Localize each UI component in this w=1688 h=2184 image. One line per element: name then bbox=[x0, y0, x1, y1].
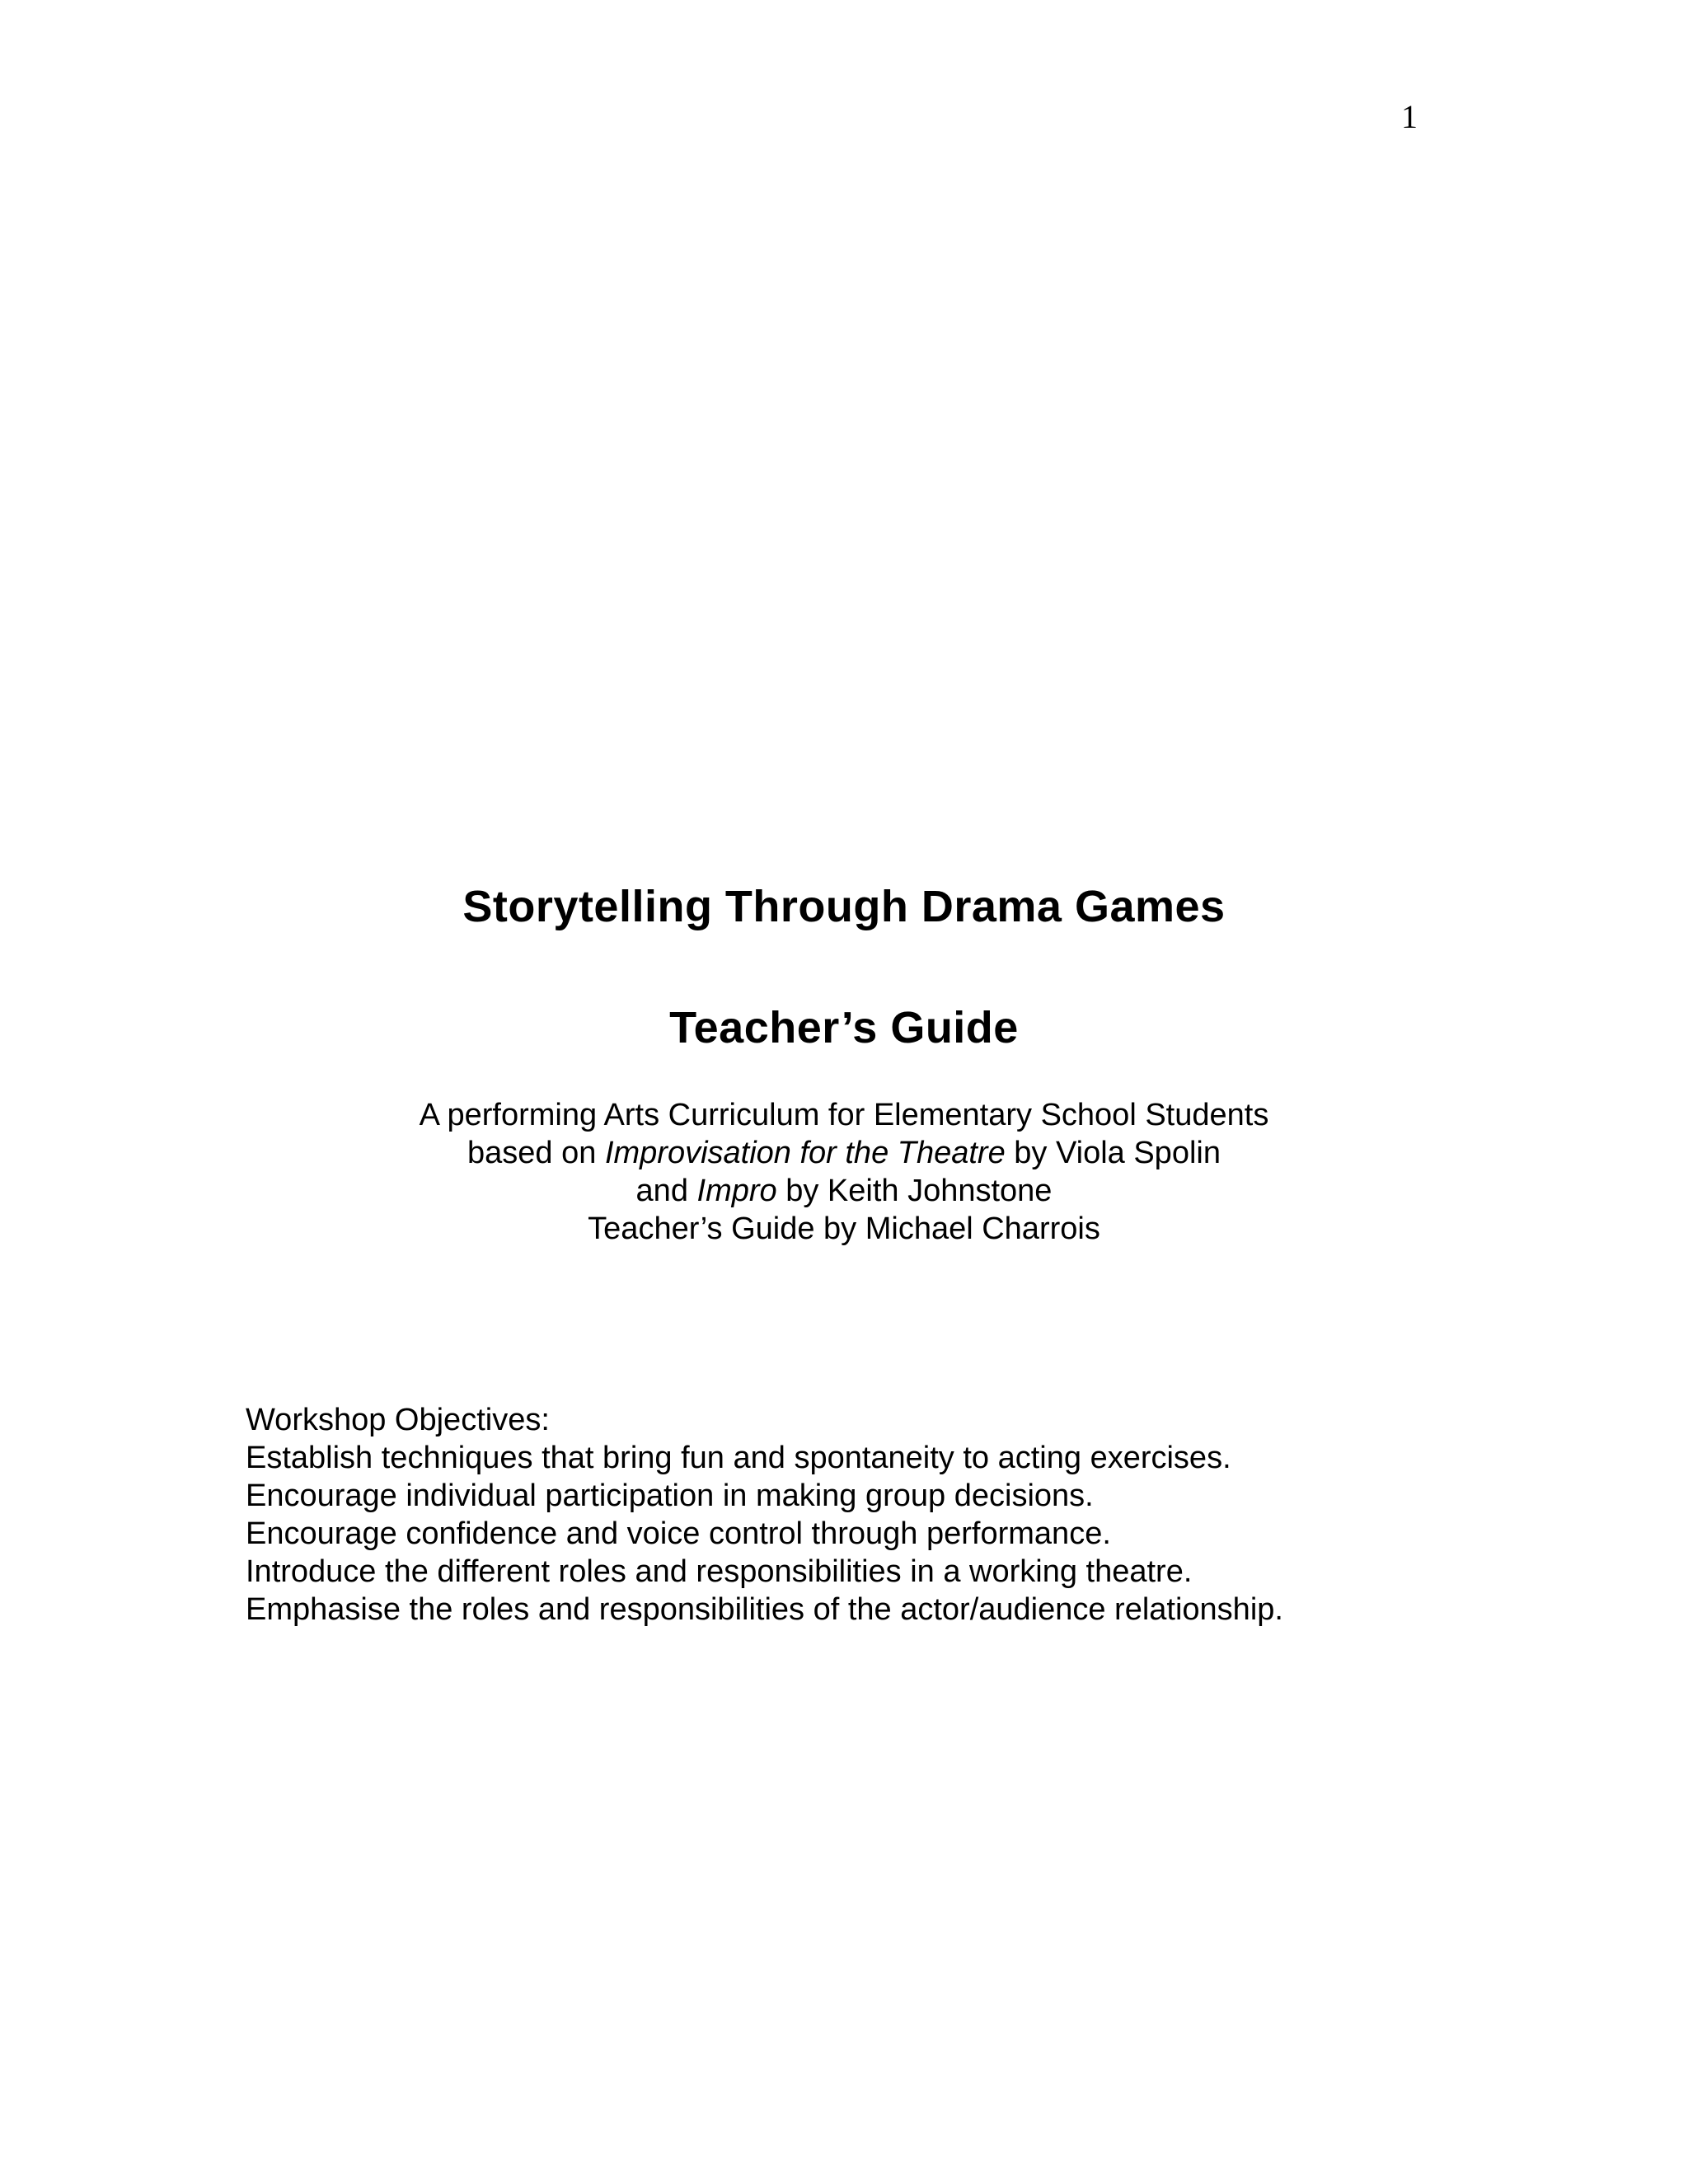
objectives-list bbox=[246, 1439, 1482, 1629]
description-line-3-prefix: and bbox=[635, 1174, 697, 1208]
page-number: 1 bbox=[1401, 98, 1418, 135]
description-line-1: A performing Arts Curriculum for Elementary School Students bbox=[419, 1098, 1269, 1132]
description-line-4: Teacher’s Guide by Michael Charrois bbox=[588, 1212, 1100, 1246]
objective-item: Encourage confidence and voice control through performance. bbox=[246, 1516, 1111, 1551]
objective-item: Establish techniques that bring fun and spontaneity to acting exercises. bbox=[246, 1441, 1231, 1475]
objective-item: Emphasise the roles and responsibilities of the actor/audience relationship. bbox=[246, 1592, 1283, 1627]
objective-item: Introduce the different roles and responsibilities in a working theatre. bbox=[246, 1554, 1193, 1589]
book-title-impro: Impro bbox=[696, 1174, 777, 1208]
description-line-2-suffix: by Viola Spolin bbox=[1005, 1136, 1221, 1170]
description-line-3 bbox=[0, 1172, 1688, 1210]
book-title-improvisation: Improvisation for the Theatre bbox=[604, 1136, 1006, 1170]
document-subtitle-heading: Teacher’s Guide bbox=[669, 1003, 1019, 1052]
curriculum-description bbox=[0, 1096, 1688, 1248]
objective-item: Encourage individual participation in making group decisions. bbox=[246, 1479, 1094, 1513]
description-line-2 bbox=[0, 1134, 1688, 1172]
description-line-3-suffix: by Keith Johnstone bbox=[776, 1174, 1053, 1208]
workshop-objectives bbox=[246, 1401, 1482, 1629]
document-title: Storytelling Through Drama Games bbox=[462, 882, 1226, 931]
objectives-heading: Workshop Objectives: bbox=[246, 1403, 550, 1437]
description-line-2-prefix: based on bbox=[467, 1136, 605, 1170]
